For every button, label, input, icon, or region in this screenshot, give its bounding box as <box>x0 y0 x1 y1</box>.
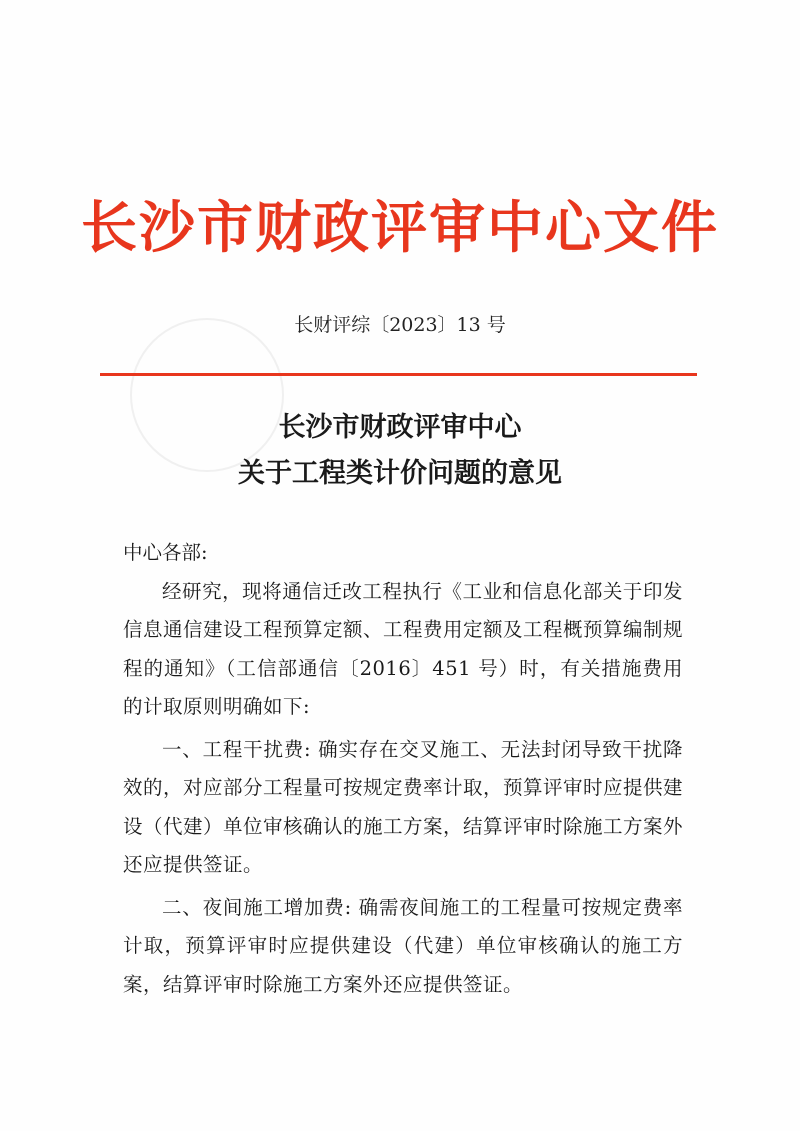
body-paragraph-3: 二、夜间施工增加费: 确需夜间施工的工程量可按规定费率计取，预算评审时应提供建设（代建）单位审核确认的施工方案，结算评审时除施工方案外还应提供签证。 <box>123 895 683 996</box>
document-header-title: 长沙市财政评审中心文件 <box>81 195 719 261</box>
body-paragraph-1: 经研究，现将通信迁改工程执行《工业和信息化部关于印发信息通信建设工程预算定额、工程费用定额及工程概预算编制规程的通知》（工信部通信〔2016〕451 号）时，有关措施费用的计取原则明确如下: <box>123 579 684 718</box>
document-subject <box>0 405 800 497</box>
body-paragraph-2: 一、工程干扰费: 确实存在交叉施工、无法封闭导致干扰降效的，对应部分工程量可按规定费率计取，预算评审时应提供建设（代建）单位审核确认的施工方案，结算评审时除施工方案外还应提供签证。 <box>123 737 684 876</box>
subject-line-2: 关于工程类计价问题的意见 <box>238 458 562 489</box>
document-number: 长财评综〔2023〕13 号 <box>294 314 506 336</box>
red-divider-line <box>100 373 697 376</box>
document-body <box>123 534 683 1004</box>
subject-line-1: 长沙市财政评审中心 <box>278 412 522 443</box>
salutation: 中心各部: <box>123 541 208 564</box>
